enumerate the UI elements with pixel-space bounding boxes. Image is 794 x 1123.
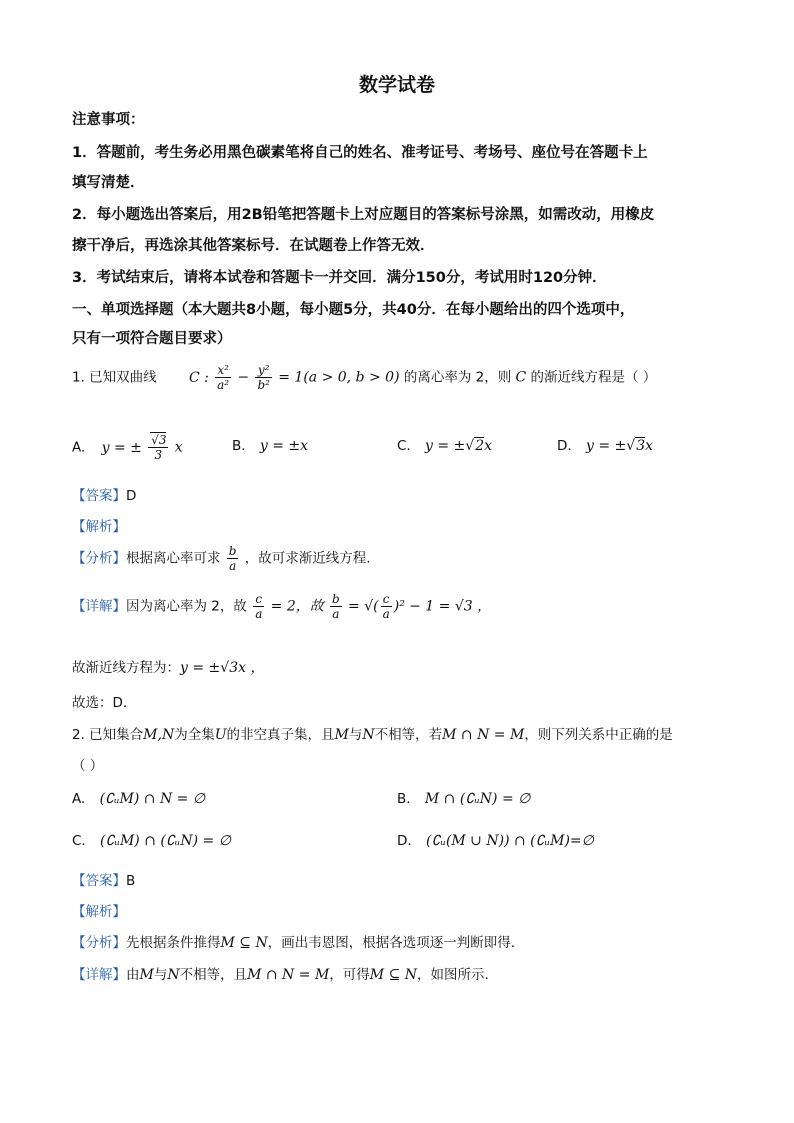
q1-option-c: C. y = ±√2x (397, 438, 493, 454)
q1-frac-y: $\frac{\text{y²}}{\text{b²}}$ (257, 363, 270, 392)
q2-option-d: D. (∁ᵤ(M ∪ N)) ∩ (∁ᵤM)=∅ (397, 833, 594, 849)
q1-option-a: A. y = ± $\frac{√3}{3}$ x (72, 433, 183, 462)
q1-question: 的渐近线方程是（ ） (530, 369, 657, 386)
q1-condition: = 1(a > 0, b > 0) (278, 369, 400, 386)
q1-option-d: D. y = ±√3x (557, 438, 654, 454)
q1-choice: 故选：D. (72, 695, 128, 711)
q1-conclusion: 故渐近线方程为：y = ±√3x ， (72, 660, 265, 676)
q1-analysis-tag: 【解析】 (72, 519, 126, 535)
section-heading: 一、单项选择题（本大题共8小题，每小题5分，共40分．在每小题给出的四个选项中， (72, 302, 635, 318)
notice-item-2: 2．每小题选出答案后，用2B铅笔把答题卡上对应题目的答案标号涂黑，如需改动，用橡皮 (72, 207, 655, 223)
notice-heading: 注意事项： (72, 112, 145, 128)
q1-answer: 【答案】D (72, 488, 137, 504)
q2-option-c: C. (∁ᵤM) ∩ (∁ᵤN) = ∅ (72, 833, 231, 849)
notice-item-1: 1．答题前，考生务必用黑色碳素笔将自己的姓名、准考证号、考场号、座位号在答题卡上 (72, 145, 648, 161)
q2-stem: 2. 已知集合M,N为全集U的非空真子集，且M与N不相等，若M ∩ N = M，则下列关系中正确的是 (72, 727, 673, 743)
q1-suffix: 的离心率为 2，则 (403, 369, 512, 386)
q1-fenxi: 【分析】根据离心率可求 $\frac{b}{a}$ ，故可求渐近线方程. (72, 544, 371, 573)
q2-paren: （ ） (72, 758, 104, 774)
q1-curve-name: C : (188, 369, 209, 386)
q2-option-b: B. M ∩ (∁ᵤN) = ∅ (397, 791, 531, 807)
q1-option-b: B. y = ±x (232, 438, 309, 454)
q2-analysis-tag: 【解析】 (72, 904, 126, 920)
q2-xiangjie: 【详解】由M与N不相等，且M ∩ N = M，可得M ⊆ N，如图所示. (72, 967, 489, 983)
notice-item-3: 3．考试结束后，请将本试卷和答题卡一并交回．满分150分，考试用时120分钟． (72, 270, 607, 286)
q2-answer: 【答案】B (72, 873, 136, 889)
notice-item-1-cont: 填写清楚． (72, 175, 145, 191)
q2-fenxi: 【分析】先根据条件推得M ⊆ N，画出韦恩图，根据各选项逐一判断即得. (72, 935, 516, 951)
q1-frac-x: $\frac{\text{x²}}{\text{a²}}$ (217, 363, 230, 392)
section-heading-cont: 只有一项符合题目要求） (72, 331, 232, 347)
q1-prefix: 1. 已知双曲线 (72, 369, 157, 386)
page-title: 数学试卷 (358, 74, 435, 96)
q2-option-a: A. (∁ᵤM) ∩ N = ∅ (72, 791, 206, 807)
notice-item-2-cont: 擦干净后，再选涂其他答案标号．在试题卷上作答无效． (72, 238, 435, 254)
q1-curve-ref: C (515, 369, 527, 386)
q1-stem: 1. 已知双曲线 C : $\frac{\text{x²}}{\text{a²}}$ − $\frac{\text{y²}}{\text{b²}}$ = 1(a > 0, b > 0) 的离心率为 2，则 C 的渐近线方程是（ ） (72, 363, 657, 392)
q1-xiangjie: 【详解】因为离心率为 2，故 $\frac{c}{a}$ = 2，故 $\frac{b}{a}$ = √( $\frac{c}{a}$ )² − 1 = √3 ， (72, 592, 492, 621)
